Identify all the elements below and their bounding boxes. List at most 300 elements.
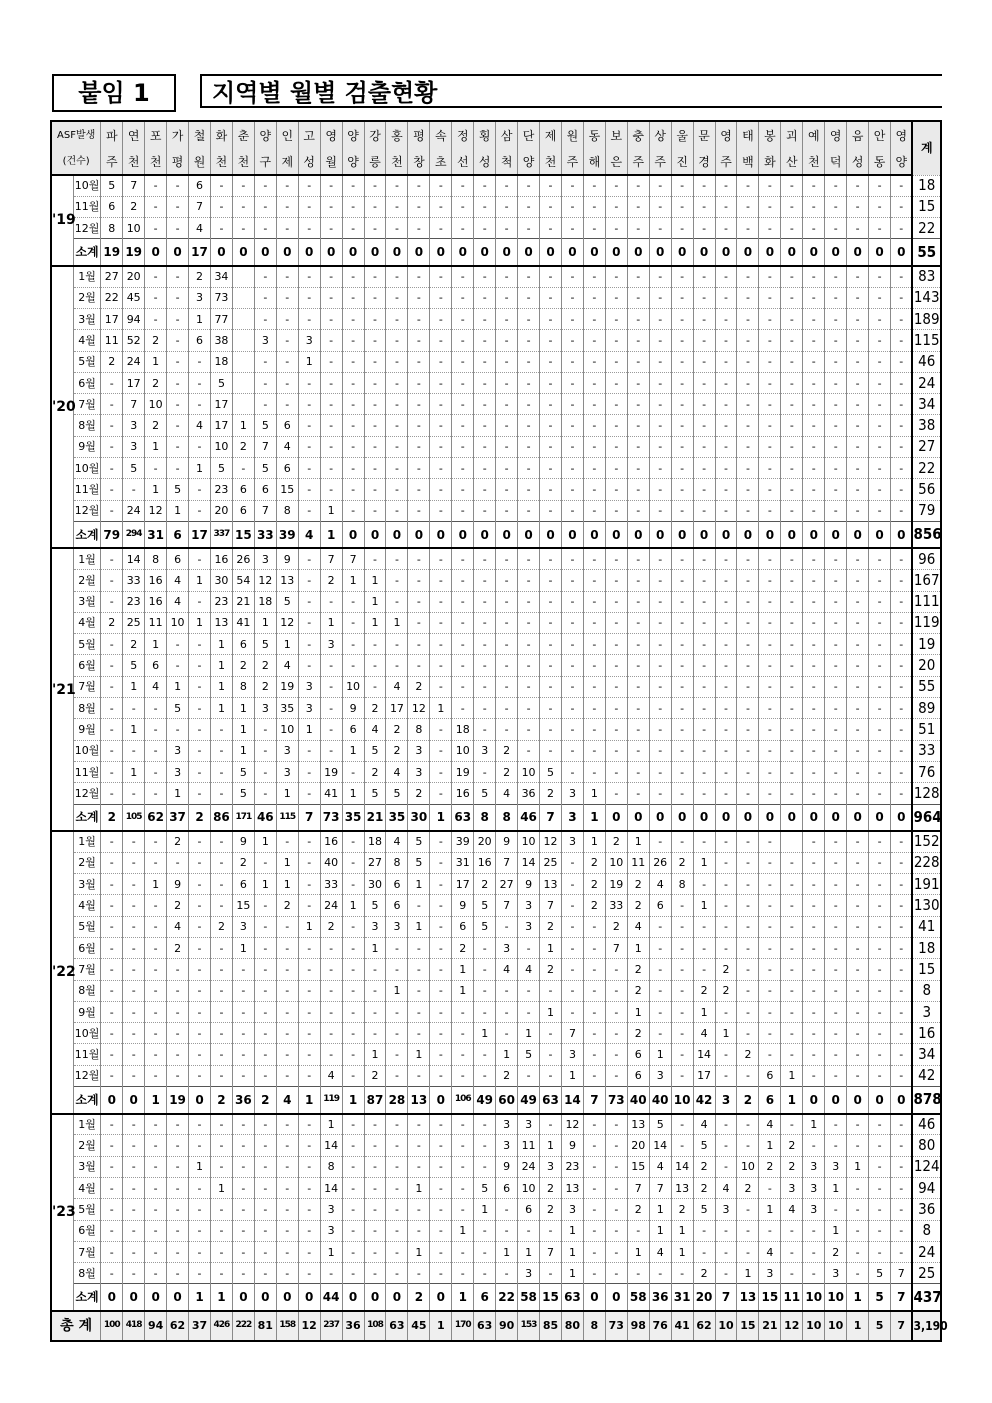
table-row (51, 415, 941, 436)
region-header: 구 (254, 149, 276, 175)
data-cell: - (364, 1263, 386, 1284)
data-cell: - (715, 1001, 737, 1022)
month-label: 12월 (73, 218, 100, 239)
table-row (51, 1199, 941, 1220)
month-label: 9월 (73, 436, 100, 457)
data-cell: - (189, 783, 211, 804)
data-cell: 2 (759, 1156, 781, 1177)
data-cell: - (298, 436, 320, 457)
data-cell: - (386, 1177, 408, 1198)
row-total: 56 (912, 479, 941, 500)
data-cell: - (452, 1241, 474, 1262)
data-cell: 14 (320, 1177, 342, 1198)
data-cell: - (627, 740, 649, 761)
subtotal-cell: 40 (649, 1087, 671, 1114)
page-header (52, 74, 942, 110)
data-cell: 6 (452, 916, 474, 937)
data-cell: - (189, 852, 211, 873)
data-cell: - (847, 938, 869, 959)
data-cell: - (540, 612, 562, 633)
data-cell: - (561, 308, 583, 329)
grand-total-cell: 45 (408, 1311, 430, 1341)
data-cell: - (320, 372, 342, 393)
region-header: 양 (891, 149, 913, 175)
subtotal-cell: 86 (210, 804, 232, 831)
subtotal-cell: 0 (825, 239, 847, 266)
data-cell: 2 (605, 831, 627, 852)
data-cell: 3 (298, 330, 320, 351)
data-cell: - (781, 938, 803, 959)
data-cell: - (561, 591, 583, 612)
subtotal-cell: 0 (276, 239, 298, 266)
data-cell: 4 (496, 783, 518, 804)
data-cell: 13 (540, 874, 562, 895)
data-cell: - (583, 1156, 605, 1177)
data-cell: 3 (364, 916, 386, 937)
data-cell: - (781, 500, 803, 521)
subtotal-label: 소계 (73, 239, 100, 266)
data-cell: - (452, 436, 474, 457)
data-cell: - (737, 916, 759, 937)
subtotal-cell: 7 (583, 1087, 605, 1114)
data-cell: - (342, 308, 364, 329)
data-cell: - (693, 372, 715, 393)
data-cell: 19 (605, 874, 627, 895)
data-cell: 3 (123, 415, 145, 436)
data-cell: - (737, 980, 759, 1001)
data-cell: - (189, 1114, 211, 1135)
data-cell: 1 (627, 1241, 649, 1262)
grand-total-cell: 21 (759, 1311, 781, 1341)
data-cell: - (145, 1023, 167, 1044)
data-cell: - (430, 458, 452, 479)
data-cell: - (386, 959, 408, 980)
data-cell: - (561, 634, 583, 655)
data-cell: 1 (540, 1001, 562, 1022)
region-header: 초 (430, 149, 452, 175)
data-cell: - (693, 196, 715, 217)
data-cell: 35 (276, 698, 298, 719)
subtotal-cell: 1 (847, 1284, 869, 1311)
data-cell: - (891, 372, 913, 393)
subtotal-cell: 0 (254, 1284, 276, 1311)
data-cell: - (583, 266, 605, 287)
data-cell: - (825, 591, 847, 612)
data-cell: - (189, 479, 211, 500)
subtotal-cell: 0 (496, 521, 518, 548)
data-cell: - (364, 436, 386, 457)
data-cell: - (561, 196, 583, 217)
subtotal-cell: 31 (145, 521, 167, 548)
data-cell: - (891, 655, 913, 676)
data-cell: 4 (759, 1114, 781, 1135)
data-cell: 1 (123, 719, 145, 740)
data-cell: - (189, 1199, 211, 1220)
data-cell: - (101, 1241, 123, 1262)
month-label: 6월 (73, 1220, 100, 1241)
data-cell: - (276, 1044, 298, 1065)
data-cell: - (825, 852, 847, 873)
data-cell (232, 394, 254, 415)
data-cell: - (847, 548, 869, 569)
data-cell: 2 (232, 436, 254, 457)
month-label: 9월 (73, 719, 100, 740)
data-cell: - (298, 1199, 320, 1220)
data-cell: - (671, 415, 693, 436)
data-cell: - (474, 1263, 496, 1284)
data-cell: - (430, 938, 452, 959)
data-cell: - (342, 1023, 364, 1044)
month-label: 7월 (73, 394, 100, 415)
subtotal-label: 소계 (73, 804, 100, 831)
data-cell: - (847, 612, 869, 633)
data-cell: 19 (276, 676, 298, 697)
data-cell: - (320, 218, 342, 239)
data-cell: - (583, 761, 605, 782)
data-cell: 16 (474, 852, 496, 873)
data-cell: - (518, 1001, 540, 1022)
data-cell: - (891, 895, 913, 916)
data-cell: - (408, 330, 430, 351)
data-cell: - (298, 287, 320, 308)
data-cell: - (276, 1241, 298, 1262)
data-cell: - (167, 436, 189, 457)
data-cell: - (496, 266, 518, 287)
region-header: 괴 (781, 121, 803, 149)
data-cell: - (408, 308, 430, 329)
data-cell: - (737, 394, 759, 415)
data-cell: - (891, 1241, 913, 1262)
region-header: 성 (298, 149, 320, 175)
year-label: '20 (51, 266, 73, 549)
subtotal-cell: 0 (847, 521, 869, 548)
data-cell: - (430, 1044, 452, 1065)
data-cell: - (474, 612, 496, 633)
data-cell: - (342, 500, 364, 521)
data-cell: - (759, 591, 781, 612)
data-cell: - (671, 959, 693, 980)
data-cell: - (101, 1177, 123, 1198)
data-cell: - (715, 740, 737, 761)
data-cell: - (561, 548, 583, 569)
region-header: 속 (430, 121, 452, 149)
data-cell: - (474, 394, 496, 415)
data-cell: - (847, 1065, 869, 1086)
data-cell: - (737, 831, 759, 852)
data-cell: - (869, 415, 891, 436)
data-cell: - (649, 351, 671, 372)
data-cell: - (671, 1065, 693, 1086)
region-header: 상 (649, 121, 671, 149)
data-cell: - (167, 218, 189, 239)
data-cell: - (408, 479, 430, 500)
subtotal-cell: 14 (561, 1087, 583, 1114)
data-cell: 7 (254, 500, 276, 521)
data-cell: - (671, 591, 693, 612)
data-cell: 7 (342, 548, 364, 569)
table-row (51, 1023, 941, 1044)
data-cell: - (210, 895, 232, 916)
data-cell: 1 (693, 1001, 715, 1022)
data-cell: 17 (210, 415, 232, 436)
data-cell: - (869, 852, 891, 873)
data-cell: 10 (167, 612, 189, 633)
data-cell: 25 (123, 612, 145, 633)
data-cell: - (759, 500, 781, 521)
data-cell: - (123, 783, 145, 804)
month-label: 1월 (73, 831, 100, 852)
data-cell: - (342, 980, 364, 1001)
data-cell: - (605, 266, 627, 287)
data-cell: - (101, 479, 123, 500)
data-cell: - (693, 698, 715, 719)
data-cell: - (583, 1263, 605, 1284)
grand-total-cell: 98 (627, 1311, 649, 1341)
data-cell: - (408, 1220, 430, 1241)
data-cell: - (715, 852, 737, 873)
data-cell: - (430, 394, 452, 415)
table-row (51, 1220, 941, 1241)
data-cell: 1 (474, 1023, 496, 1044)
table-row (51, 266, 941, 287)
region-header: 릉 (364, 149, 386, 175)
data-cell: 12 (276, 612, 298, 633)
data-cell: - (847, 436, 869, 457)
subtotal-cell: 1 (583, 804, 605, 831)
data-cell: 1 (408, 916, 430, 937)
data-cell: - (430, 676, 452, 697)
data-cell: - (561, 500, 583, 521)
data-cell: - (145, 1199, 167, 1220)
data-cell: - (649, 415, 671, 436)
data-cell: - (825, 415, 847, 436)
data-cell: - (232, 1241, 254, 1262)
grand-total-cell: 12 (298, 1311, 320, 1341)
data-cell: - (561, 959, 583, 980)
subtotal-cell: 0 (430, 1284, 452, 1311)
data-cell: - (386, 548, 408, 569)
data-cell: - (671, 175, 693, 196)
data-cell: 4 (167, 591, 189, 612)
row-total: 24 (912, 372, 941, 393)
grand-total-cell: 1 (430, 1311, 452, 1341)
grand-total-cell: 94 (145, 1311, 167, 1341)
data-cell: - (671, 1263, 693, 1284)
data-cell: - (364, 634, 386, 655)
data-cell: 12 (254, 570, 276, 591)
data-cell: - (364, 479, 386, 500)
data-cell: - (452, 1263, 474, 1284)
region-header: 성 (474, 149, 496, 175)
data-cell: - (540, 655, 562, 676)
data-cell: - (847, 175, 869, 196)
data-cell: - (276, 980, 298, 1001)
data-cell: - (452, 1199, 474, 1220)
data-cell: - (605, 287, 627, 308)
data-cell: - (386, 196, 408, 217)
region-header: 천 (232, 149, 254, 175)
data-cell: - (452, 196, 474, 217)
data-cell: 2 (364, 761, 386, 782)
data-cell: - (847, 783, 869, 804)
data-cell: 10 (518, 1177, 540, 1198)
data-cell: 2 (210, 916, 232, 937)
data-cell: - (781, 1114, 803, 1135)
subtotal-cell: 0 (320, 239, 342, 266)
data-cell: - (737, 874, 759, 895)
data-cell: - (693, 479, 715, 500)
data-cell: - (715, 479, 737, 500)
row-total: 152 (913, 832, 940, 851)
data-cell: 2 (320, 570, 342, 591)
data-cell: - (649, 196, 671, 217)
data-cell: - (342, 761, 364, 782)
data-cell: - (298, 612, 320, 633)
data-cell: - (408, 1065, 430, 1086)
data-cell: - (605, 1177, 627, 1198)
data-cell: - (101, 852, 123, 873)
data-cell: 5 (869, 1263, 891, 1284)
data-cell: - (145, 740, 167, 761)
data-cell: - (167, 1156, 189, 1177)
data-cell: - (781, 436, 803, 457)
data-cell: 77 (210, 308, 232, 329)
data-cell: - (474, 655, 496, 676)
data-cell: 2 (715, 980, 737, 1001)
data-cell: - (759, 218, 781, 239)
data-cell: - (671, 783, 693, 804)
subtotal-cell: 15 (232, 521, 254, 548)
data-cell: 7 (496, 852, 518, 873)
data-cell: - (474, 330, 496, 351)
region-header: 산 (781, 149, 803, 175)
subtotal-cell: 0 (342, 239, 364, 266)
grand-total-cell: 8 (583, 1311, 605, 1341)
data-cell: 5 (474, 916, 496, 937)
data-cell: 1 (474, 1199, 496, 1220)
data-cell: - (803, 1044, 825, 1065)
data-cell: 15 (276, 479, 298, 500)
data-cell: - (605, 1001, 627, 1022)
data-cell: 3 (232, 916, 254, 937)
data-cell: - (583, 916, 605, 937)
subtotal-cell: 0 (408, 521, 430, 548)
data-cell: - (430, 959, 452, 980)
data-cell: - (759, 479, 781, 500)
table-row (51, 479, 941, 500)
row-total: 167 (912, 570, 941, 591)
grand-total-label: 총 계 (51, 1311, 101, 1341)
data-cell: - (627, 372, 649, 393)
month-label: 5월 (73, 916, 100, 937)
data-cell: - (518, 500, 540, 521)
data-cell: - (276, 308, 298, 329)
data-cell: 3 (803, 1177, 825, 1198)
data-cell: - (474, 938, 496, 959)
row-total: 128 (912, 783, 941, 804)
data-cell: - (847, 959, 869, 980)
subtotal-cell: 1 (210, 1284, 232, 1311)
data-cell: - (298, 218, 320, 239)
data-cell: - (891, 458, 913, 479)
data-cell: - (452, 698, 474, 719)
data-cell: - (145, 916, 167, 937)
data-cell: - (869, 196, 891, 217)
data-cell: - (298, 1114, 320, 1135)
subtotal-cell: 46 (254, 804, 276, 831)
data-cell: - (869, 570, 891, 591)
data-cell: - (869, 266, 891, 287)
data-cell: - (627, 570, 649, 591)
data-cell: - (101, 698, 123, 719)
subtotal-cell: 0 (693, 521, 715, 548)
table-row (51, 175, 941, 196)
data-cell: 23 (210, 479, 232, 500)
data-cell: 4 (649, 1241, 671, 1262)
data-cell: - (891, 980, 913, 1001)
data-cell: - (364, 980, 386, 1001)
data-cell: - (518, 479, 540, 500)
data-cell: 1 (408, 1177, 430, 1198)
data-cell: - (276, 351, 298, 372)
subtotal-cell: 58 (518, 1284, 540, 1311)
data-cell: - (847, 1044, 869, 1065)
data-cell: - (847, 287, 869, 308)
data-cell: 1 (145, 479, 167, 500)
data-cell: - (518, 266, 540, 287)
data-cell: - (408, 287, 430, 308)
data-cell: - (452, 415, 474, 436)
data-cell: - (693, 458, 715, 479)
data-cell: 23 (561, 1156, 583, 1177)
data-cell: - (430, 1023, 452, 1044)
data-cell: - (605, 1135, 627, 1156)
row-total: 18 (912, 175, 941, 196)
data-cell: - (452, 634, 474, 655)
data-cell: - (891, 548, 913, 569)
data-cell: 2 (101, 351, 123, 372)
data-cell: - (869, 1241, 891, 1262)
row-total: 19 (912, 634, 941, 655)
table-row (51, 1241, 941, 1262)
data-cell: - (145, 218, 167, 239)
region-header: 창 (408, 149, 430, 175)
data-cell: - (693, 330, 715, 351)
subtotal-cell: 0 (803, 239, 825, 266)
data-cell: - (210, 1263, 232, 1284)
data-cell: - (803, 330, 825, 351)
data-cell: - (847, 570, 869, 591)
data-cell: 10 (518, 831, 540, 852)
data-cell: - (430, 1156, 452, 1177)
data-cell: - (891, 1135, 913, 1156)
data-cell: - (847, 415, 869, 436)
data-cell: - (298, 458, 320, 479)
data-cell: - (737, 458, 759, 479)
data-cell: - (605, 415, 627, 436)
data-cell: - (715, 719, 737, 740)
data-cell: - (474, 196, 496, 217)
data-cell: - (737, 415, 759, 436)
data-cell: - (101, 1220, 123, 1241)
data-cell: - (759, 196, 781, 217)
data-cell: - (452, 570, 474, 591)
data-cell: - (737, 351, 759, 372)
data-cell: 1 (232, 698, 254, 719)
data-cell: - (386, 1135, 408, 1156)
data-cell: - (869, 634, 891, 655)
row-total: 124 (912, 1156, 941, 1177)
